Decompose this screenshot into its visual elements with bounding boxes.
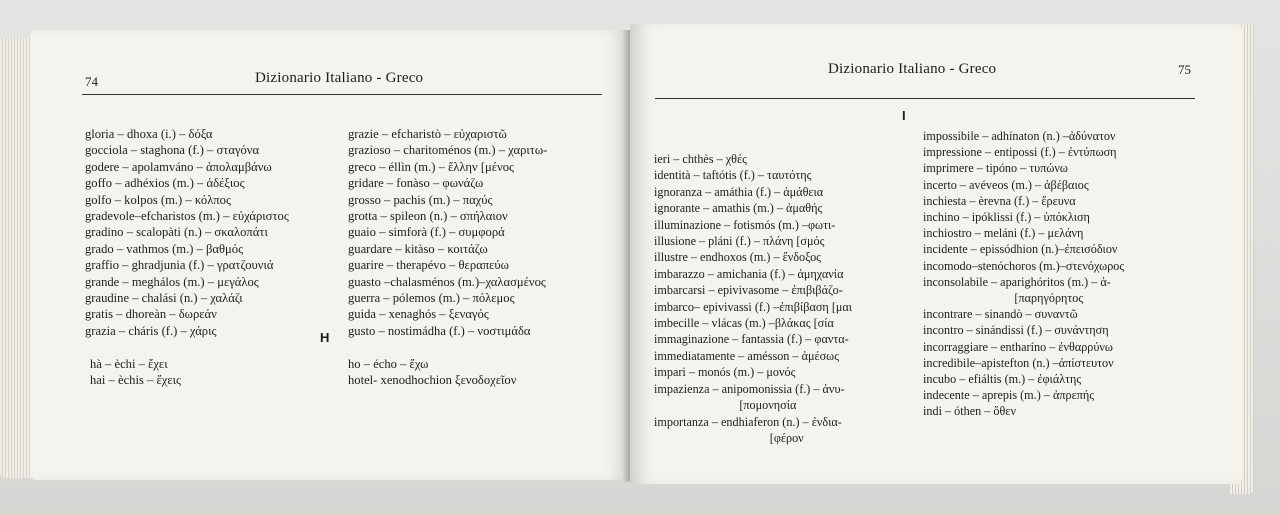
entry: ieri – chthès – χθές	[654, 152, 747, 166]
entry: gridare – fonàso – φωνάζω	[348, 176, 484, 191]
section-letter-i: I	[902, 108, 906, 123]
entry: inconsolabile – aparighóritos (m.) – ἀ-	[923, 274, 1111, 289]
entry: impazienza – anipomonissia (f.) – ἀνυ-	[654, 381, 845, 396]
entry: guasto –chalasménos (m.)–χαλασμένος	[348, 274, 546, 289]
entry: ignorante – amathis (m.) – ἀμαθής	[654, 201, 823, 216]
entry: indecente – aprepis (m.) – ἀπρεπής	[923, 388, 1095, 403]
header-rule-left	[82, 94, 602, 95]
entry: gloria – dhoxa (i.) – δόξα	[85, 127, 213, 141]
entry: grande – meghálos (m.) – μεγάλος	[85, 274, 259, 289]
entry: [παρηγόρητος	[923, 291, 1084, 306]
entry: ho – écho – ἔχω	[348, 357, 429, 371]
entry: importanza – endhiaferon (n.) – ἐνδια-	[654, 414, 842, 429]
entry: incidente – epissódhion (n.)–ἐπεισόδιον	[923, 242, 1118, 257]
page-header-right: Dizionario Italiano - Greco	[828, 61, 997, 77]
entry: grotta – spileon (n.) – σπήλαιον	[348, 209, 508, 224]
entry: impari – monós (m.) – μονός	[654, 365, 796, 380]
entry: golfo – kolpos (m.) – κόλπος	[85, 192, 231, 207]
entry: greco – éllìn (m.) – ἕλλην [μένος	[348, 159, 515, 174]
entry: [φέρον	[654, 430, 804, 445]
entry: goffo – adhéxios (m.) – ἀδέξιος	[85, 176, 245, 191]
entry: gusto – nostimádha (f.) – νοστιμάδα	[348, 323, 531, 338]
entry: incontrare – sinandò – συναντῶ	[923, 307, 1078, 322]
entry: gradevole–efcharistos (m.) – εὐχάριστος	[85, 209, 289, 224]
entry: graffio – ghradjunia (f.) – γρατζουνιά	[85, 258, 274, 273]
entry: impressione – entipossi (f.) – ἐντύπωση	[923, 145, 1117, 160]
entry: inchino – ipóklissi (f.) – ὑπόκλιση	[923, 210, 1090, 225]
entry: imbarazzo – amichania (f.) – ἀμηχανία	[654, 266, 844, 281]
entry: incomodo–stenóchoros (m.)–στενόχωρος	[923, 258, 1125, 273]
entry: guaio – simforà (f.) – συμφορά	[348, 225, 505, 240]
entry: incorraggiare – entharíno – ἐνθαρρύνω	[923, 339, 1113, 354]
entries-column-h2	[348, 356, 516, 389]
entry: impossibile – adhínaton (n.) –ἀδύνατον	[923, 129, 1116, 143]
entry: incubo – efiáltis (m.) – ἐφιάλτης	[923, 372, 1082, 387]
entry: ignoranza – amáthia (f.) – ἀμάθεια	[654, 184, 824, 199]
entry: inchiesta – èrevna (f.) – ἔρευνα	[923, 193, 1076, 208]
entry: imbarco– epivivassi (f.) –ἐπιβίβαση [μαι	[654, 299, 853, 314]
entry: gradino – scalopàti (n.) – σκαλοπάτι	[85, 225, 268, 240]
entry: grado – vathmos (m.) – βαθμός	[85, 241, 244, 256]
entry: guida – xenaghós – ξεναγός	[348, 307, 489, 322]
entry: incredibile–apistefton (n.) –ἀπίστευτον	[923, 355, 1114, 370]
entry: grosso – pachis (m.) – παχύς	[348, 192, 493, 207]
entries-column-i1	[654, 151, 852, 446]
entry: gratis – dhoreàn – δωρεάν	[85, 307, 217, 322]
entry: imbecille – vlácas (m.) –βλάκας [σία	[654, 316, 834, 331]
right-page	[630, 24, 1242, 484]
page-number-left: 74	[85, 74, 98, 89]
entry: guarire – therapévo – θεραπεύω	[348, 258, 509, 273]
page-header-left: Dizionario Italiano - Greco	[255, 70, 424, 86]
entry: guardare – kitàso – κοιτάζω	[348, 241, 488, 256]
entry: incontro – sinándissi (f.) – συνάντηση	[923, 323, 1109, 338]
entry: grazioso – charitoménos (m.) – χαριτω-	[348, 143, 548, 158]
entry: illustre – endhoxos (m.) – ἔνδοξος	[654, 250, 821, 265]
entry: hotel- xenodhochion ξενοδοχεῖον	[348, 373, 517, 388]
left-page	[30, 30, 630, 480]
page-number-right: 75	[1178, 62, 1191, 77]
entry: gocciola – staghona (f.) – σταγόνα	[85, 143, 260, 158]
entries-column-h1	[90, 356, 181, 389]
entries-column-g1	[85, 126, 289, 339]
entry: godere – apolamváno – ἀπολαμβάνω	[85, 159, 272, 174]
entry: grazia – cháris (f.) – χάρις	[85, 323, 217, 338]
section-letter-h: H	[320, 330, 330, 345]
entry: immediatamente – amésson – ἀμέσως	[654, 348, 840, 363]
entry: imbarcarsi – epivivasome – ἐπιβιβάζο-	[654, 283, 843, 298]
entry: grazie – efcharistò – εὐχαριστῶ	[348, 127, 507, 141]
entry: incerto – avéveos (m.) – ἀβέβαιος	[923, 177, 1089, 192]
entry: immaginazione – fantassia (f.) – φαντα-	[654, 332, 849, 347]
entry: graudine – chalási (n.) – χαλάζι	[85, 291, 243, 306]
entry: identità – taftótis (f.) – ταυτότης	[654, 168, 812, 183]
entry: indi – óthen – ὅθεν	[923, 404, 1016, 419]
entries-column-i2	[923, 128, 1124, 420]
entry: illuminazione – fotismós (m.) –φωτι-	[654, 217, 836, 232]
entry: imprimere – tipóno – τυπώνω	[923, 161, 1068, 176]
entry: [πομονησία	[654, 398, 797, 413]
entry: hai – èchis – ἔχεις	[90, 373, 181, 388]
header-rule-right	[655, 98, 1195, 99]
entries-column-g2	[348, 126, 547, 339]
entry: inchiostro – meláni (f.) – μελάνη	[923, 226, 1084, 241]
entry: illusione – pláni (f.) – πλάνη [σμός	[654, 234, 825, 249]
entry: guerra – pólemos (m.) – πόλεμος	[348, 291, 515, 306]
entry: hà – èchi – ἔχει	[90, 357, 168, 371]
